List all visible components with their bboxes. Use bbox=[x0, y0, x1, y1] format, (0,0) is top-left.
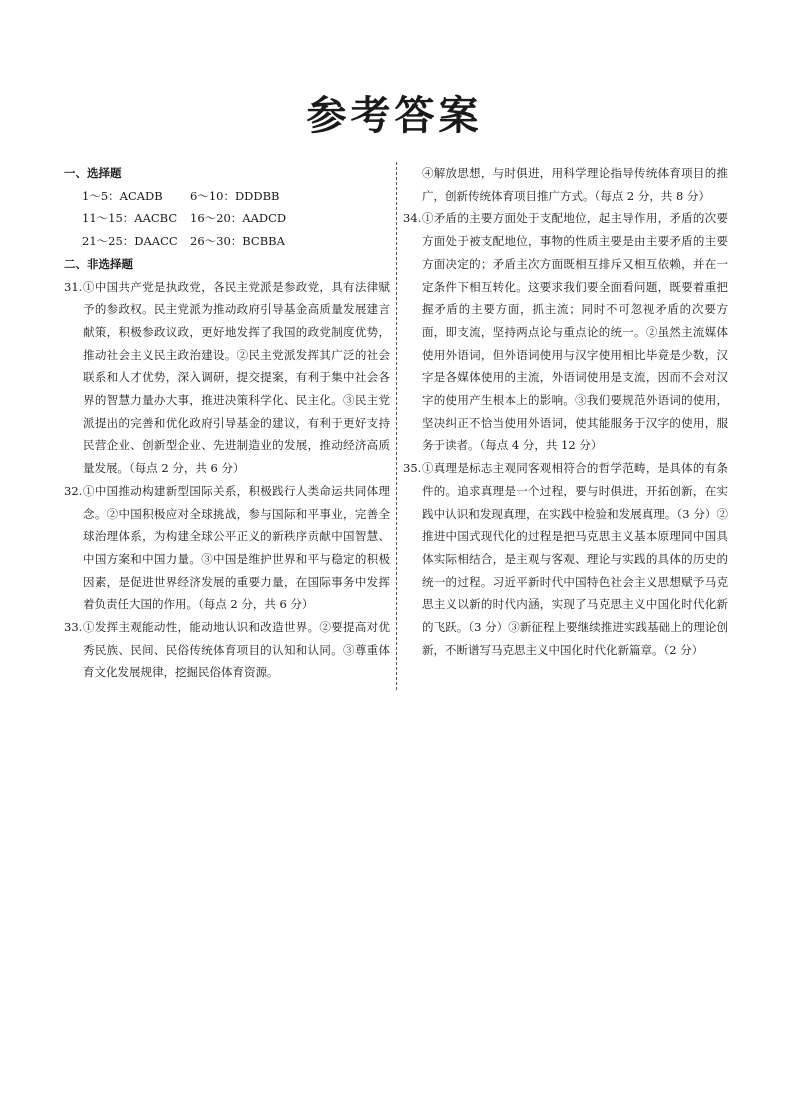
page-title: 参考答案 bbox=[306, 93, 483, 139]
left-column bbox=[64, 162, 390, 684]
answer-text: ①中国推动构建新型国际关系，积极践行人类命运共同体理念。②中国积极应对全球挑战，参与国际和平事业，完善全球治理体系，为构建全球公平正义的新秩序贡献中国智慧、中国方案和中国力量。③中国是维护世界和平与稳定的积极因素，是促进世界经济发展的重要力量，在国际事务中发挥着负责任大国的作用。（每点 2 分，共 6 分） bbox=[83, 483, 390, 612]
choice-answer: 11～15：AACBC bbox=[82, 211, 178, 226]
answer-text: ①发挥主观能动性，能动地认识和改造世界。②要提高对优秀民族、民间、民俗传统体育项目的认知和认同。③尊重体育文化发展规律，挖掘民俗体育资源。 bbox=[83, 620, 390, 680]
choice-answer: 16～20：AADCD bbox=[190, 211, 287, 226]
question-32 bbox=[64, 480, 390, 616]
question-35 bbox=[403, 457, 728, 661]
column-divider bbox=[396, 162, 397, 690]
section-heading-nonchoice: 二、非选择题 bbox=[64, 256, 133, 271]
choice-answer-row bbox=[64, 185, 390, 208]
question-number: 31. bbox=[64, 279, 83, 294]
choice-answer: 6～10：DDDBB bbox=[190, 188, 280, 203]
choice-answer-row bbox=[64, 207, 390, 230]
question-33-continued: ④解放思想，与时俱进，用科学理论指导传统体育项目的推广，创新传统体育项目推广方式。（每点 2 分，共 8 分） bbox=[422, 166, 728, 203]
answer-text: ①真理是标志主观同客观相符合的哲学范畴，是具体的有条件的。追求真理是一个过程，要与时俱进，开拓创新，在实践中认识和发现真理，在实践中检验和发展真理。（3 分）②推进中国式现代化的过程是把马克思主义基本原理同中国具体实际相结合，是主观与客观、理论与实践的具体的历史的统一的过程。习近平新时代中国特色社会主义思想赋予马克思主义以新的时代内涵，实现了马克思主义中国化时代化新的飞跃。（3 分）③新征程上要继续推进实践基础上的理论创新，不断谱写马克思主义中国化时代化新篇章。（2 分） bbox=[422, 461, 728, 657]
question-33 bbox=[64, 616, 390, 684]
section-heading-choice: 一、选择题 bbox=[64, 166, 122, 180]
question-number: 34. bbox=[403, 211, 422, 226]
choice-answer: 1～5：ACADB bbox=[82, 188, 163, 203]
choice-answer: 21～25：DAACC bbox=[82, 234, 178, 249]
question-number: 35. bbox=[403, 461, 422, 476]
choice-answer-row bbox=[64, 230, 390, 253]
answer-text: ①矛盾的主要方面处于支配地位，起主导作用，矛盾的次要方面处于被支配地位，事物的性质主要是由主要矛盾的主要方面决定的；矛盾主次方面既相互排斥又相互依赖，并在一定条件下相互转化。这要求我们要全面看问题，既要着重把握矛盾的主要方面，抓主流；同时不可忽视矛盾的次要方面，即支流，坚持两点论与重点论的统一。②虽然主流媒体使用外语词，但外语词使用与汉字使用相比毕竟是少数，汉字是各媒体使用的主流，外语词使用是支流，因而不会对汉字的使用产生根本上的影响。③我们要规范外语词的使用，坚决纠正不恰当使用外语词，使其能服务于汉字的使用，服务于读者。（每点 4 分，共 12 分） bbox=[422, 211, 728, 453]
choice-answer: 26～30：BCBBA bbox=[190, 234, 285, 249]
answer-text: ①中国共产党是执政党，各民主党派是参政党，具有法律赋予的参政权。民主党派为推动政府引导基金高质量发展建言献策，积极参政议政，更好地发挥了我国的政党制度优势，推动社会主义民主政治建设。②民主党派发挥其广泛的社会联系和人才优势，深入调研，提交提案，有利于集中社会各界的智慧力量办大事，推进决策科学化、民主化。③民主党派提出的完善和优化政府引导基金的建议，有利于更好支持民营企业、创新型企业、先进制造业的发展，推动经济高质量发展。（每点 2 分，共 6 分） bbox=[83, 279, 390, 476]
question-number: 32. bbox=[64, 483, 83, 498]
question-31 bbox=[64, 276, 390, 480]
right-column bbox=[403, 162, 728, 661]
question-number: 33. bbox=[64, 620, 83, 635]
question-34 bbox=[403, 207, 728, 457]
